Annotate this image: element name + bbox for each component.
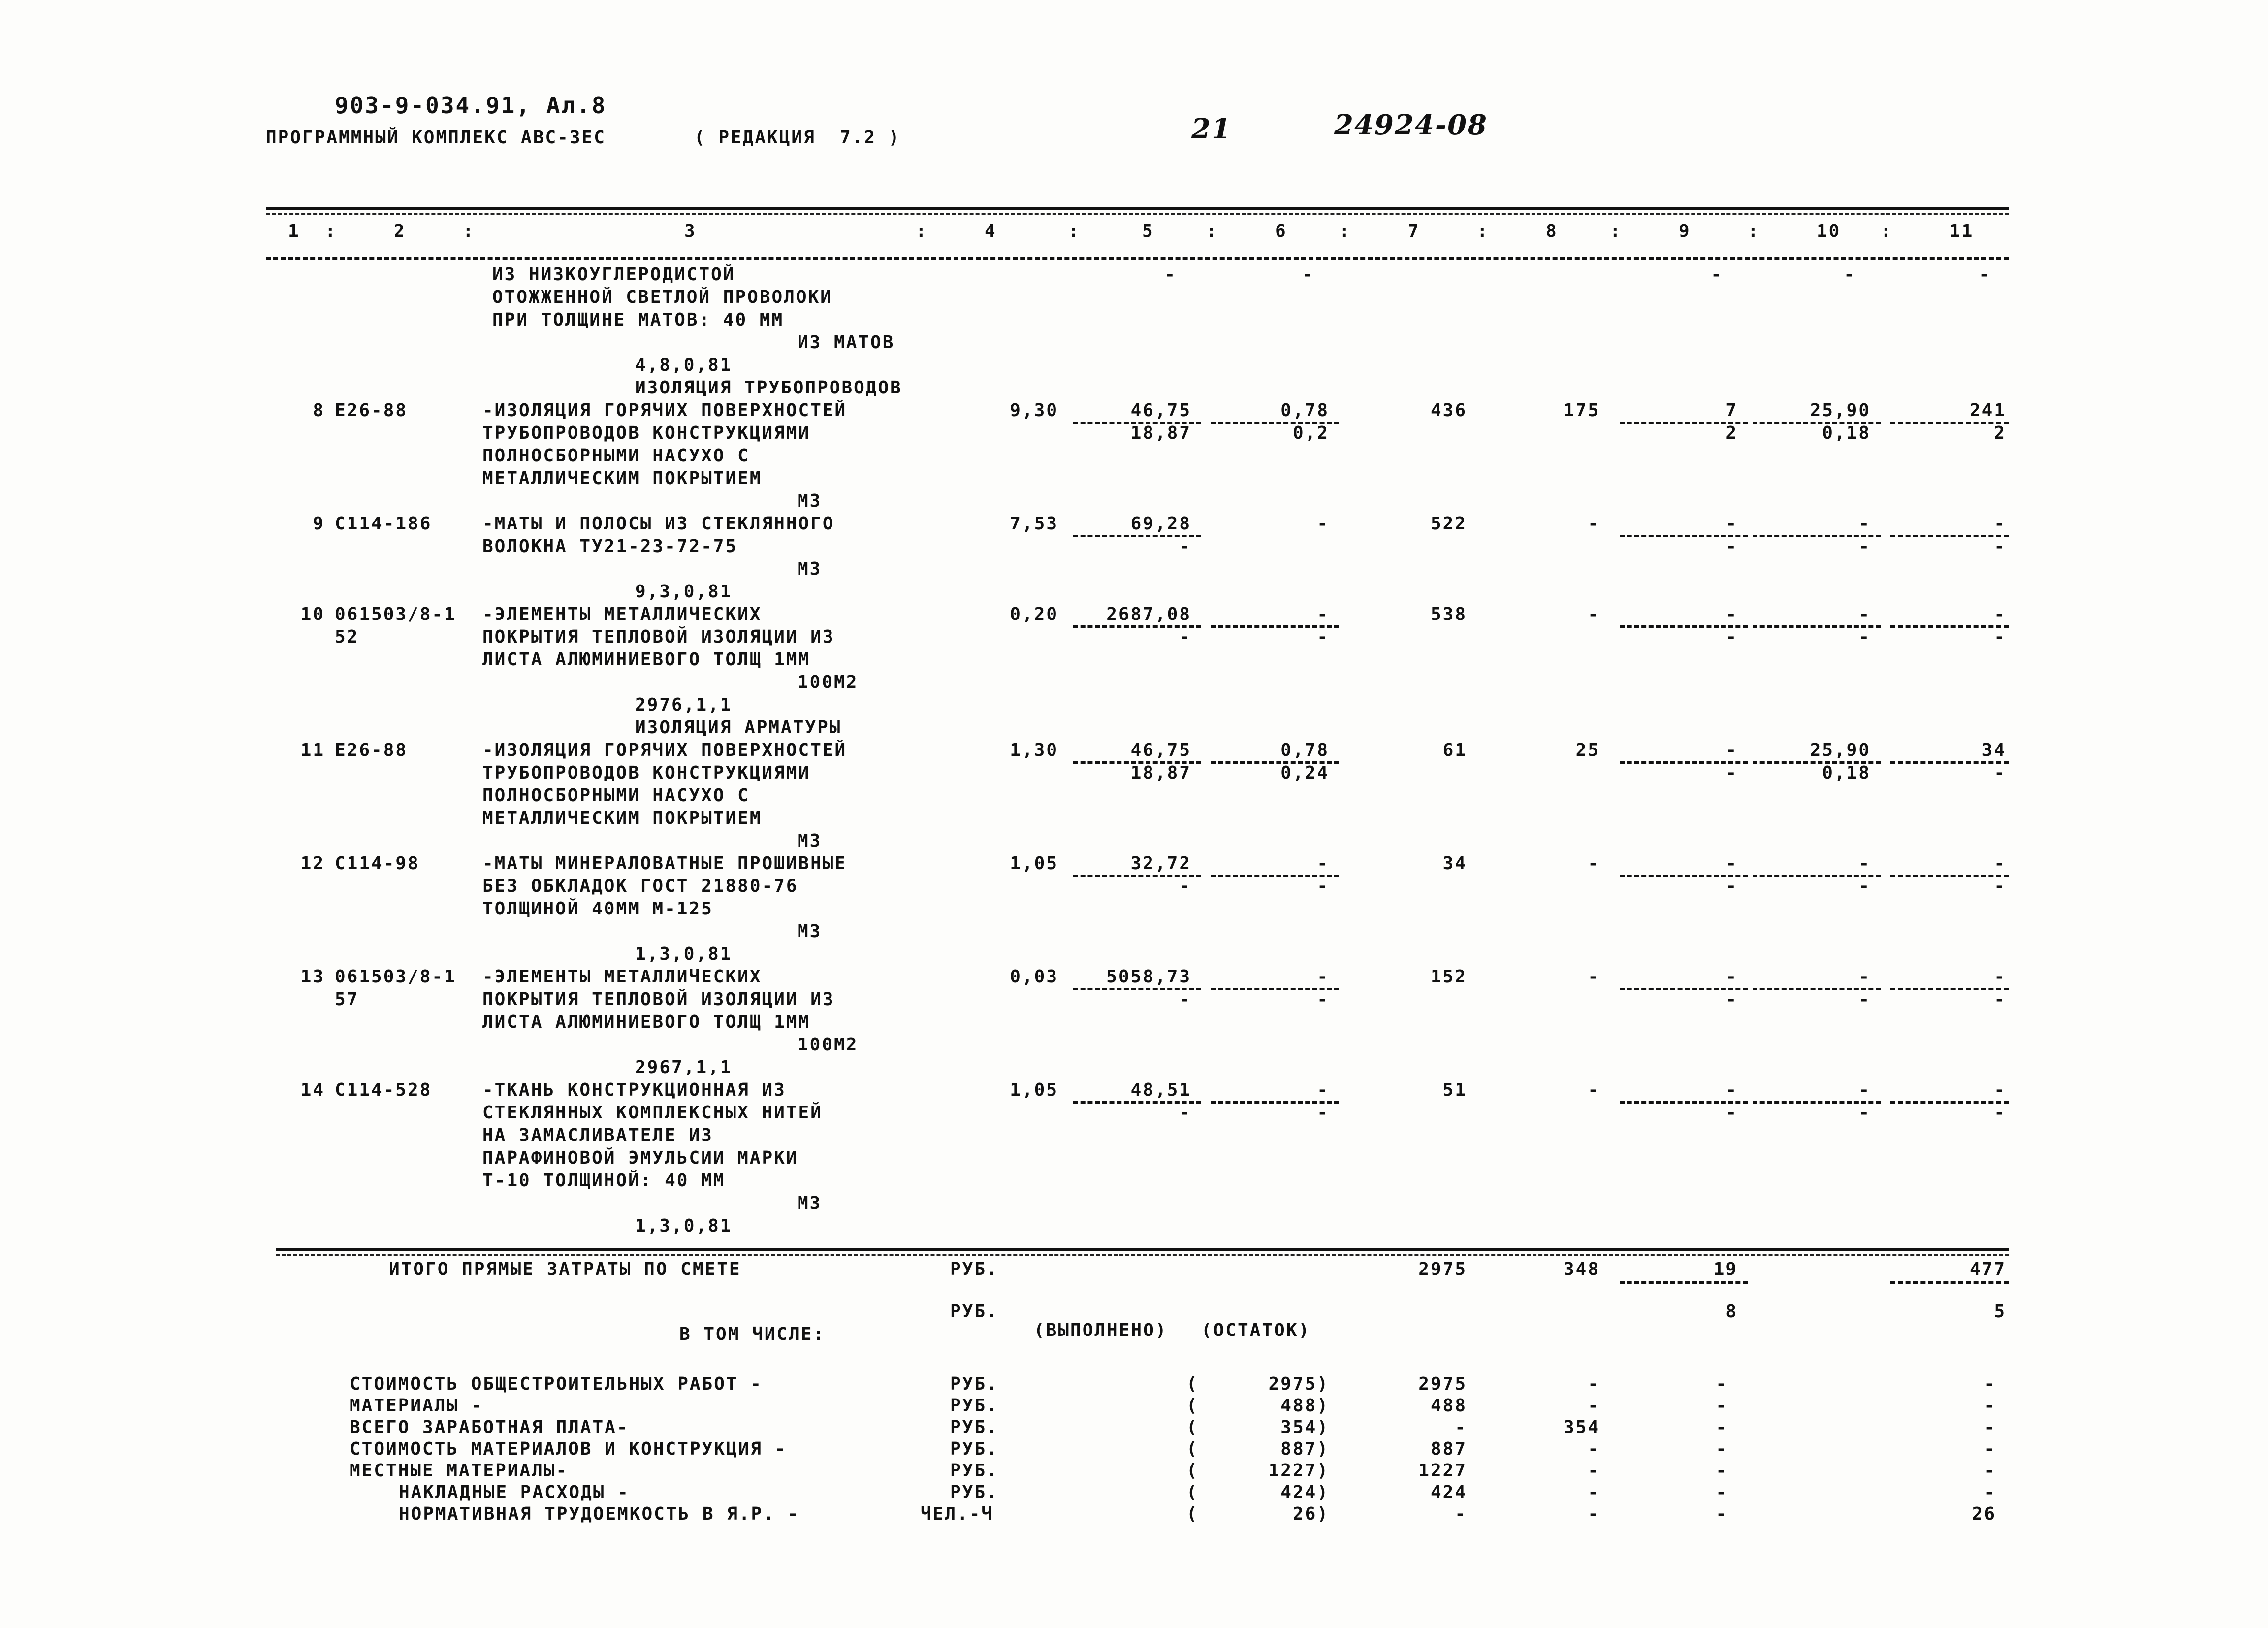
row-description-line: -МАТЫ МИНЕРАЛОВАТНЫЕ ПРОШИВНЫЕ — [482, 853, 847, 874]
row-cell-c11: - — [1994, 1080, 2006, 1100]
row-description-line: ПОЛНОСБОРНЫМИ НАСУХО С — [482, 785, 750, 806]
row-cell-c6: 0,78 — [1280, 400, 1329, 421]
breakdown-c9: - — [1716, 1482, 1728, 1502]
breakdown-c9: - — [1716, 1504, 1728, 1524]
row-cell-c10: - — [1858, 514, 1871, 534]
intro-cell-c5: - — [1164, 264, 1177, 285]
breakdown-done: 424) — [1280, 1482, 1329, 1502]
row-cell-c7: 61 — [1442, 740, 1467, 760]
row-description-line: ПАРАФИНОВОЙ ЭМУЛЬСИИ МАРКИ — [482, 1148, 799, 1168]
row-description-line: -ИЗОЛЯЦИЯ ГОРЯЧИХ ПОВЕРХНОСТЕЙ — [482, 400, 847, 421]
intro-cell-c9: - — [1711, 264, 1723, 285]
row-description-line: СТЕКЛЯННЫХ КОМПЛЕКСНЫХ НИТЕЙ — [482, 1103, 823, 1123]
row-cell-c5-second: - — [1179, 627, 1191, 647]
intro-line: ОТОЖЖЕННОЙ СВЕТЛОЙ ПРОВОЛОКИ — [492, 287, 832, 307]
row-code-line: 9,3,0,81 — [635, 582, 733, 602]
column-separator: : — [1610, 221, 1622, 241]
row-cell-c7: 436 — [1430, 400, 1467, 421]
row-cell-c6-second: 0,24 — [1280, 763, 1329, 783]
column-header-10: 10 — [1817, 221, 1841, 241]
row-cell-c9: 7 — [1725, 400, 1738, 421]
row-cell-c4: 1,05 — [1010, 1080, 1058, 1100]
value-separator — [1620, 1281, 1748, 1284]
row-unit: М3 — [798, 559, 822, 579]
row-number: 10 — [300, 604, 325, 624]
open-paren: ( — [1186, 1461, 1199, 1481]
row-code-line: ИЗОЛЯЦИЯ АРМАТУРЫ — [635, 717, 842, 738]
value-separator — [1890, 988, 2009, 990]
row-unit: М3 — [798, 1193, 822, 1213]
open-paren: ( — [1186, 1482, 1199, 1502]
row-cell-c8: - — [1588, 967, 1600, 987]
row-cell-c6: 0,78 — [1280, 740, 1329, 760]
breakdown-rest: 2975 — [1418, 1374, 1467, 1394]
row-description-line: -МАТЫ И ПОЛОСЫ ИЗ СТЕКЛЯННОГО — [482, 514, 835, 534]
breakdown-c9: - — [1716, 1417, 1728, 1437]
breakdown-c8: - — [1588, 1504, 1600, 1524]
row-cell-c4: 1,30 — [1010, 740, 1058, 760]
row-cell-c9-second: - — [1725, 627, 1738, 647]
value-separator — [1890, 761, 2009, 764]
breakdown-rest: - — [1455, 1417, 1467, 1437]
row-description-line: НА ЗАМАСЛИВАТЕЛЕ ИЗ — [482, 1125, 713, 1145]
breakdown-rest: 424 — [1430, 1482, 1467, 1502]
row-description-line: ТРУБОПРОВОДОВ КОНСТРУКЦИЯМИ — [482, 423, 811, 443]
breakdown-c8: - — [1588, 1482, 1600, 1502]
row-description-line: БЕЗ ОБКЛАДОК ГОСТ 21880-76 — [482, 876, 799, 896]
row-cell-c8: - — [1588, 1080, 1600, 1100]
row-code: С114-528 — [335, 1080, 432, 1100]
row-cell-c10-second: 0,18 — [1822, 423, 1871, 443]
column-header-11: 11 — [1949, 221, 1974, 241]
program-title: ПРОГРАММНЫЙ КОМПЛЕКС АВС-3ЕС — [266, 128, 606, 148]
header-top-rule-2 — [266, 213, 2009, 215]
value-separator — [1890, 422, 2009, 424]
done-column-label: (ВЫПОЛНЕНО) — [1034, 1320, 1168, 1340]
row-cell-c11-second: - — [1994, 763, 2006, 783]
row-cell-c11: - — [1994, 604, 2006, 624]
row-cell-c6: - — [1317, 604, 1329, 624]
row-cell-c9-second: - — [1725, 536, 1738, 556]
row-code-suffix: 52 — [335, 627, 359, 647]
row-description-line: -ИЗОЛЯЦИЯ ГОРЯЧИХ ПОВЕРХНОСТЕЙ — [482, 740, 847, 760]
edition-label: ( РЕДАКЦИЯ 7.2 ) — [694, 128, 901, 148]
row-cell-c10: - — [1858, 1080, 1871, 1100]
row-cell-c11-second: - — [1994, 989, 2006, 1009]
column-separator: : — [1477, 221, 1489, 241]
row-cell-c4: 0,20 — [1010, 604, 1058, 624]
row-cell-c8: 25 — [1575, 740, 1600, 760]
row-cell-c10: 25,90 — [1810, 400, 1871, 421]
row-cell-c10: - — [1858, 967, 1871, 987]
row-code: Е26-88 — [335, 400, 408, 421]
row-cell-c5-second: - — [1179, 536, 1191, 556]
row-cell-c6-second: - — [1317, 989, 1329, 1009]
row-cell-c6: - — [1317, 967, 1329, 987]
column-separator: : — [463, 221, 475, 241]
row-code-line: 1,3,0,81 — [635, 944, 733, 964]
open-paren: ( — [1186, 1396, 1199, 1416]
row-cell-c7: 152 — [1430, 967, 1467, 987]
intro-line: ИЗ НИЗКОУГЛЕРОДИСТОЙ — [492, 264, 735, 285]
row-unit: М3 — [798, 921, 822, 942]
row-description-line: МЕТАЛЛИЧЕСКИМ ПОКРЫТИЕМ — [482, 808, 762, 828]
breakdown-label: НАКЛАДНЫЕ РАСХОДЫ - — [399, 1482, 630, 1502]
column-header-1: 1 — [288, 221, 300, 241]
breakdown-c9: - — [1716, 1374, 1728, 1394]
breakdown-c11: - — [1984, 1439, 1996, 1459]
row-cell-c11-second: 2 — [1994, 423, 2006, 443]
breakdown-label: ВСЕГО ЗАРАБОТНАЯ ПЛАТА- — [350, 1417, 629, 1437]
row-cell-c9: - — [1725, 853, 1738, 874]
breakdown-done: 887) — [1280, 1439, 1329, 1459]
row-cell-c10-second: - — [1858, 989, 1871, 1009]
row-cell-c11: - — [1994, 853, 2006, 874]
breakdown-heading: В ТОМ ЧИСЛЕ: — [679, 1324, 826, 1344]
open-paren: ( — [1186, 1374, 1199, 1394]
intro-unit: ИЗ МАТОВ — [798, 332, 895, 353]
row-cell-c9-second: - — [1725, 989, 1738, 1009]
breakdown-c11: - — [1984, 1374, 1996, 1394]
row-code: 061503/8-1 — [335, 604, 456, 624]
row-code-suffix: 57 — [335, 989, 359, 1009]
column-separator: : — [1748, 221, 1760, 241]
row-cell-c6-second: - — [1317, 1103, 1329, 1123]
breakdown-done: 2975) — [1268, 1374, 1329, 1394]
row-cell-c7: 34 — [1442, 853, 1467, 874]
breakdown-label: МАТЕРИАЛЫ - — [350, 1396, 483, 1416]
column-header-7: 7 — [1408, 221, 1420, 241]
column-header-4: 4 — [985, 221, 997, 241]
row-cell-c11-second: - — [1994, 1103, 2006, 1123]
breakdown-c9: - — [1716, 1439, 1728, 1459]
open-paren: ( — [1186, 1439, 1199, 1459]
value-separator — [1890, 625, 2009, 628]
row-cell-c11-second: - — [1994, 876, 2006, 896]
breakdown-done: 1227) — [1268, 1461, 1329, 1481]
row-cell-c11: - — [1994, 967, 2006, 987]
breakdown-c11: - — [1984, 1461, 1996, 1481]
row-unit: 100М2 — [798, 1035, 859, 1055]
breakdown-c11: 26 — [1972, 1504, 1996, 1524]
row-code-line: ИЗОЛЯЦИЯ ТРУБОПРОВОДОВ — [635, 378, 902, 398]
row-unit: М3 — [798, 491, 822, 511]
row-cell-c6: - — [1317, 853, 1329, 874]
row-cell-c10-second: - — [1858, 536, 1871, 556]
breakdown-c11: - — [1984, 1417, 1996, 1437]
stamp-number: 24924-08 — [1334, 109, 1488, 141]
breakdown-unit: РУБ. — [950, 1439, 999, 1459]
row-description-line: Т-10 ТОЛЩИНОЙ: 40 ММ — [482, 1171, 726, 1191]
row-cell-c5-second: - — [1179, 989, 1191, 1009]
row-cell-c9: - — [1725, 1080, 1738, 1100]
column-header-5: 5 — [1142, 221, 1154, 241]
column-separator: : — [1206, 221, 1218, 241]
row-cell-c6: - — [1317, 1080, 1329, 1100]
totals-c8: 348 — [1563, 1259, 1600, 1279]
row-cell-c9: - — [1725, 740, 1738, 760]
column-header-3: 3 — [684, 221, 697, 241]
totals-c9: 19 — [1713, 1259, 1738, 1279]
open-paren: ( — [1186, 1417, 1199, 1437]
row-cell-c9-second: - — [1725, 1103, 1738, 1123]
row-cell-c10: - — [1858, 853, 1871, 874]
breakdown-rest: 887 — [1430, 1439, 1467, 1459]
rest-column-label: (ОСТАТОК) — [1201, 1320, 1311, 1340]
row-description-line: -ЭЛЕМЕНТЫ МЕТАЛЛИЧЕСКИХ — [482, 604, 762, 624]
header-top-rule — [266, 207, 2009, 210]
row-number: 12 — [300, 853, 325, 874]
row-description-line: ТРУБОПРОВОДОВ КОНСТРУКЦИЯМИ — [482, 763, 811, 783]
breakdown-c9: - — [1716, 1461, 1728, 1481]
row-code: 061503/8-1 — [335, 967, 456, 987]
row-description-line: ПОКРЫТИЯ ТЕПЛОВОЙ ИЗОЛЯЦИИ ИЗ — [482, 627, 835, 647]
column-separator: : — [916, 221, 928, 241]
column-header-8: 8 — [1546, 221, 1558, 241]
row-cell-c6-second: 0,2 — [1292, 423, 1329, 443]
row-number: 11 — [300, 740, 325, 760]
row-cell-c9-second: - — [1725, 876, 1738, 896]
row-cell-c5: 2687,08 — [1106, 604, 1191, 624]
row-cell-c9: - — [1725, 604, 1738, 624]
row-cell-c5: 32,72 — [1130, 853, 1191, 874]
breakdown-c8: - — [1588, 1396, 1600, 1416]
row-cell-c10-second: - — [1858, 627, 1871, 647]
row-cell-c5: 5058,73 — [1106, 967, 1191, 987]
row-cell-c6-second: - — [1317, 876, 1329, 896]
breakdown-label: СТОИМОСТЬ МАТЕРИАЛОВ И КОНСТРУКЦИЯ - — [350, 1439, 787, 1459]
row-code: С114-186 — [335, 514, 432, 534]
totals-c9-second: 8 — [1725, 1302, 1738, 1322]
breakdown-unit: РУБ. — [950, 1482, 999, 1502]
breakdown-rest: 488 — [1430, 1396, 1467, 1416]
row-cell-c10: - — [1858, 604, 1871, 624]
row-cell-c8: - — [1588, 604, 1600, 624]
row-description-line: ЛИСТА АЛЮМИНИЕВОГО ТОЛЩ 1ММ — [482, 1012, 811, 1032]
row-unit: 100М2 — [798, 672, 859, 692]
totals-label: ИТОГО ПРЯМЫЕ ЗАТРАТЫ ПО СМЕТЕ — [389, 1259, 741, 1279]
row-cell-c10-second: - — [1858, 876, 1871, 896]
row-description-line: ЛИСТА АЛЮМИНИЕВОГО ТОЛЩ 1ММ — [482, 650, 811, 670]
column-header-9: 9 — [1679, 221, 1691, 241]
row-code: Е26-88 — [335, 740, 408, 760]
column-separator: : — [1339, 221, 1351, 241]
row-cell-c6: - — [1317, 514, 1329, 534]
row-code: С114-98 — [335, 853, 420, 874]
row-cell-c8: - — [1588, 853, 1600, 874]
totals-c11-second: 5 — [1994, 1302, 2006, 1322]
row-number: 14 — [300, 1080, 325, 1100]
breakdown-done: 354) — [1280, 1417, 1329, 1437]
document-code: 903-9-034.91, Ал.8 — [335, 92, 607, 119]
row-cell-c5-second: 18,87 — [1130, 423, 1191, 443]
row-cell-c4: 1,05 — [1010, 853, 1058, 874]
row-code-line: 2967,1,1 — [635, 1057, 733, 1077]
breakdown-c9: - — [1716, 1396, 1728, 1416]
intro-cell-c11: - — [1979, 264, 1991, 285]
totals-c11: 477 — [1969, 1259, 2006, 1279]
row-cell-c9-second: - — [1725, 763, 1738, 783]
totals-unit: РУБ. — [950, 1259, 999, 1279]
row-cell-c5-second: - — [1179, 1103, 1191, 1123]
row-description-line: МЕТАЛЛИЧЕСКИМ ПОКРЫТИЕМ — [482, 468, 762, 488]
row-cell-c11: 241 — [1969, 400, 2006, 421]
row-code-line: 4,8,0,81 — [635, 355, 733, 375]
row-number: 13 — [300, 967, 325, 987]
value-separator — [1890, 875, 2009, 877]
breakdown-unit: РУБ. — [950, 1374, 999, 1394]
row-cell-c6-second: - — [1317, 627, 1329, 647]
breakdown-c8: - — [1588, 1439, 1600, 1459]
breakdown-rest: 1227 — [1418, 1461, 1467, 1481]
row-cell-c7: 538 — [1430, 604, 1467, 624]
row-cell-c5: 48,51 — [1130, 1080, 1191, 1100]
row-cell-c4: 7,53 — [1010, 514, 1058, 534]
breakdown-label: СТОИМОСТЬ ОБЩЕСТРОИТЕЛЬНЫХ РАБОТ - — [350, 1374, 763, 1394]
row-cell-c8: 175 — [1563, 400, 1600, 421]
page-number: 21 — [1191, 113, 1232, 145]
row-cell-c7: 51 — [1442, 1080, 1467, 1100]
row-description-line: ТОЛЩИНОЙ 40ММ М-125 — [482, 899, 713, 919]
column-separator: : — [1881, 221, 1893, 241]
row-cell-c10-second: 0,18 — [1822, 763, 1871, 783]
row-cell-c10-second: - — [1858, 1103, 1871, 1123]
intro-cell-c6: - — [1302, 264, 1314, 285]
row-cell-c9-second: 2 — [1725, 423, 1738, 443]
totals-rule-2 — [276, 1254, 2009, 1256]
row-number: 8 — [313, 400, 325, 421]
row-cell-c11-second: - — [1994, 536, 2006, 556]
row-description-line: ВОЛОКНА ТУ21-23-72-75 — [482, 536, 738, 556]
row-cell-c4: 0,03 — [1010, 967, 1058, 987]
row-cell-c11: 34 — [1981, 740, 2006, 760]
totals-rule — [276, 1248, 2009, 1251]
row-cell-c9: - — [1725, 967, 1738, 987]
row-cell-c5-second: 18,87 — [1130, 763, 1191, 783]
breakdown-label: МЕСТНЫЕ МАТЕРИАЛЫ- — [350, 1461, 569, 1481]
value-separator — [1890, 1281, 2009, 1284]
breakdown-c8: 354 — [1563, 1417, 1600, 1437]
row-cell-c4: 9,30 — [1010, 400, 1058, 421]
column-header-6: 6 — [1275, 221, 1287, 241]
final-code: 1,3,0,81 — [635, 1216, 733, 1236]
row-description-line: -ЭЛЕМЕНТЫ МЕТАЛЛИЧЕСКИХ — [482, 967, 762, 987]
column-separator: : — [1068, 221, 1081, 241]
row-cell-c8: - — [1588, 514, 1600, 534]
row-unit: М3 — [798, 831, 822, 851]
breakdown-done: 26) — [1292, 1504, 1329, 1524]
row-cell-c5: 46,75 — [1130, 740, 1191, 760]
breakdown-done: 488) — [1280, 1396, 1329, 1416]
intro-line: ПРИ ТОЛЩИНЕ МАТОВ: 40 ММ — [492, 310, 784, 330]
breakdown-c8: - — [1588, 1374, 1600, 1394]
row-cell-c5: 46,75 — [1130, 400, 1191, 421]
intro-cell-c10: - — [1844, 264, 1856, 285]
row-cell-c7: 522 — [1430, 514, 1467, 534]
breakdown-rest: - — [1455, 1504, 1467, 1524]
row-cell-c9: - — [1725, 514, 1738, 534]
row-cell-c11-second: - — [1994, 627, 2006, 647]
row-cell-c11: - — [1994, 514, 2006, 534]
value-separator — [1890, 1101, 2009, 1104]
totals-unit-2: РУБ. — [950, 1302, 999, 1322]
breakdown-c11: - — [1984, 1396, 1996, 1416]
row-cell-c10: 25,90 — [1810, 740, 1871, 760]
header-bottom-rule — [266, 257, 2009, 260]
breakdown-c11: - — [1984, 1482, 1996, 1502]
row-description-line: ПОКРЫТИЯ ТЕПЛОВОЙ ИЗОЛЯЦИИ ИЗ — [482, 989, 835, 1009]
row-description-line: ПОЛНОСБОРНЫМИ НАСУХО С — [482, 446, 750, 466]
breakdown-unit: РУБ. — [950, 1461, 999, 1481]
column-header-2: 2 — [394, 221, 406, 241]
row-cell-c5-second: - — [1179, 876, 1191, 896]
row-code-line: 2976,1,1 — [635, 695, 733, 715]
breakdown-unit: ЧЕЛ.-Ч — [921, 1504, 994, 1524]
breakdown-unit: РУБ. — [950, 1396, 999, 1416]
totals-c7: 2975 — [1418, 1259, 1467, 1279]
column-separator: : — [325, 221, 337, 241]
value-separator — [1890, 535, 2009, 537]
row-number: 9 — [313, 514, 325, 534]
open-paren: ( — [1186, 1504, 1199, 1524]
breakdown-c8: - — [1588, 1461, 1600, 1481]
breakdown-unit: РУБ. — [950, 1417, 999, 1437]
breakdown-label: НОРМАТИВНАЯ ТРУДОЕМКОСТЬ В Я.Р. - — [399, 1504, 800, 1524]
row-description-line: -ТКАНЬ КОНСТРУКЦИОННАЯ ИЗ — [482, 1080, 786, 1100]
row-cell-c5: 69,28 — [1130, 514, 1191, 534]
